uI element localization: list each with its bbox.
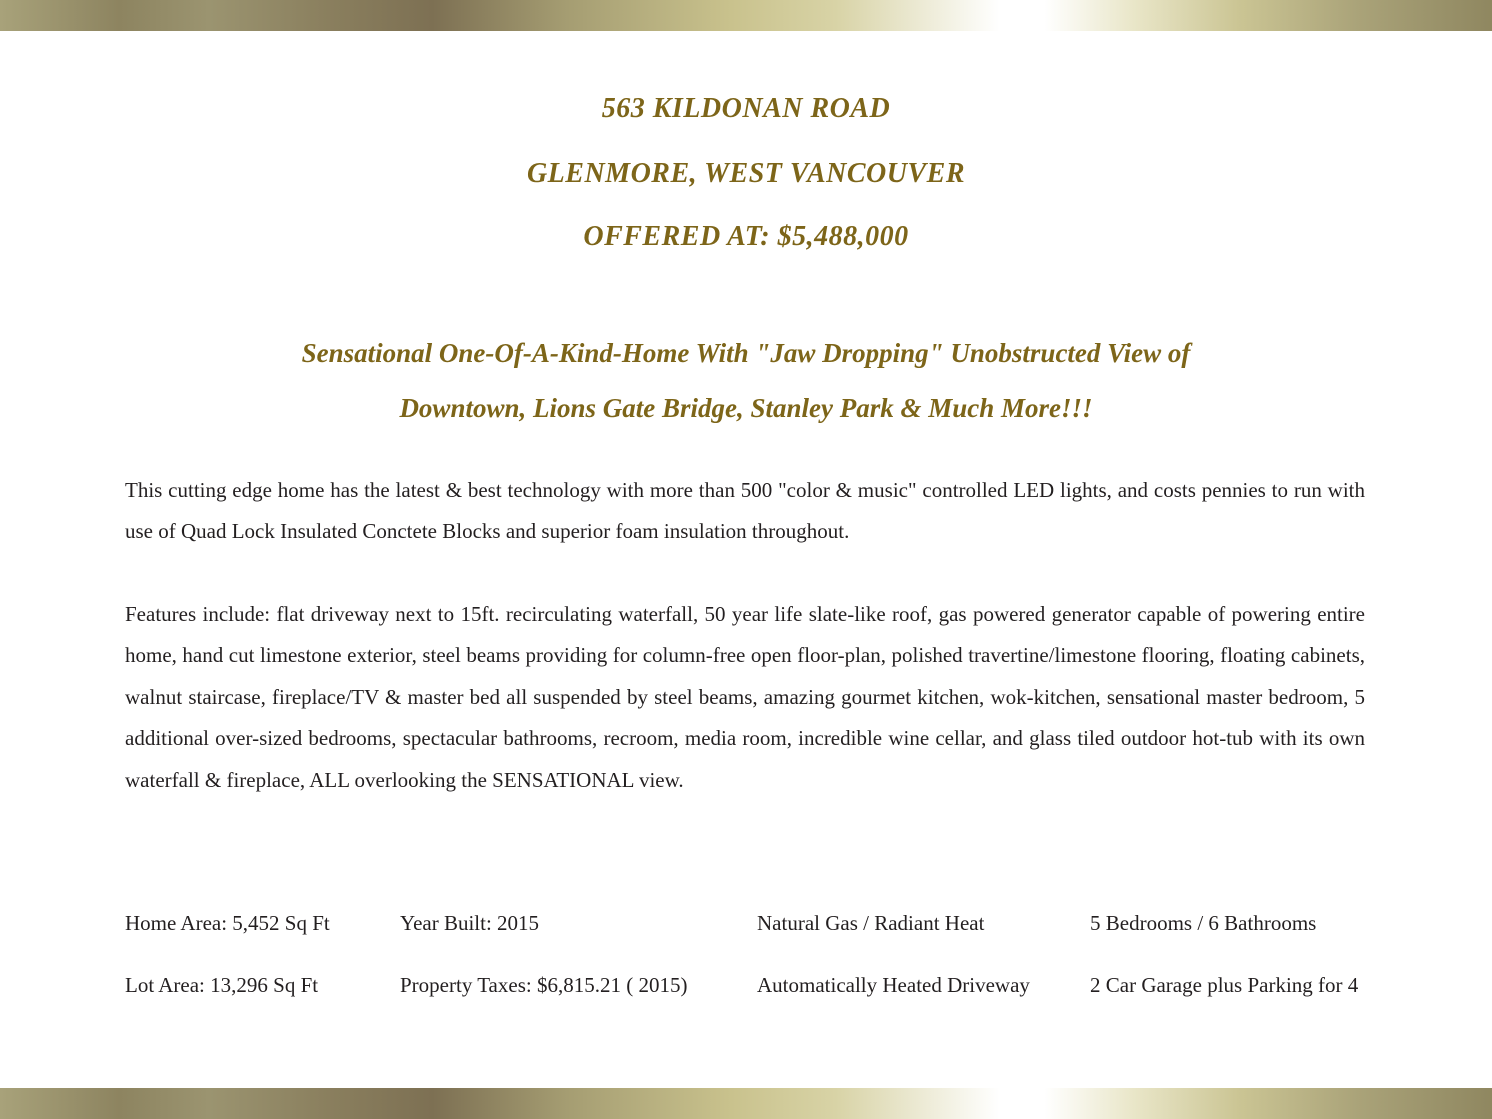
spec-heating: Natural Gas / Radiant Heat: [757, 911, 985, 935]
property-address: 563 KILDONAN ROAD: [601, 93, 891, 124]
top-gold-band: [0, 0, 1492, 31]
spec-year-built: Year Built: 2015: [400, 911, 540, 935]
spec-parking: 2 Car Garage plus Parking for 4: [1090, 973, 1359, 997]
spec-lot-area: Lot Area: 13,296 Sq Ft: [125, 973, 319, 997]
spec-home-area: Home Area: 5,452 Sq Ft: [125, 911, 330, 935]
spec-rooms: 5 Bedrooms / 6 Bathrooms: [1090, 911, 1317, 935]
tagline-line-1: Sensational One-Of-A-Kind-Home With "Jaw Dropping" Unobstructed View of: [301, 338, 1191, 368]
features-paragraph: Features include: flat driveway next to 15ft. recirculating waterfall, 50 year life slate-like roof, gas powered generator capable of powering entire home, hand cut limestone exterior, steel beams providing for column-free open floor-plan, polished travertine/limestone flooring, floating cabinets, walnut staircase, fireplace/TV & master bed all suspended by steel beams, amazing gourmet kitchen, wok-kitchen, sensational master bedroom, 5 additional over-sized bedrooms, spectacular bathrooms, recroom, media room, incredible wine cellar, and glass tiled outdoor hot-tub with its own waterfall & fireplace, ALL overlooking the SENSATIONAL view.: [125, 602, 1365, 792]
offered-price: OFFERED AT: $5,488,000: [583, 221, 909, 252]
spec-property-taxes: Property Taxes: $6,815.21 ( 2015): [400, 973, 688, 997]
spec-driveway: Automatically Heated Driveway: [757, 973, 1030, 997]
tagline-line-2: Downtown, Lions Gate Bridge, Stanley Park & Much More!!!: [399, 393, 1093, 423]
bottom-gold-band: [0, 1088, 1492, 1119]
intro-paragraph: This cutting edge home has the latest & best technology with more than 500 "color & music" controlled LED lights, and costs pennies to run with use of Quad Lock Insulated Conctete Blocks and superior foam insulation throughout.: [125, 478, 1365, 544]
property-area: GLENMORE, WEST VANCOUVER: [526, 158, 966, 189]
